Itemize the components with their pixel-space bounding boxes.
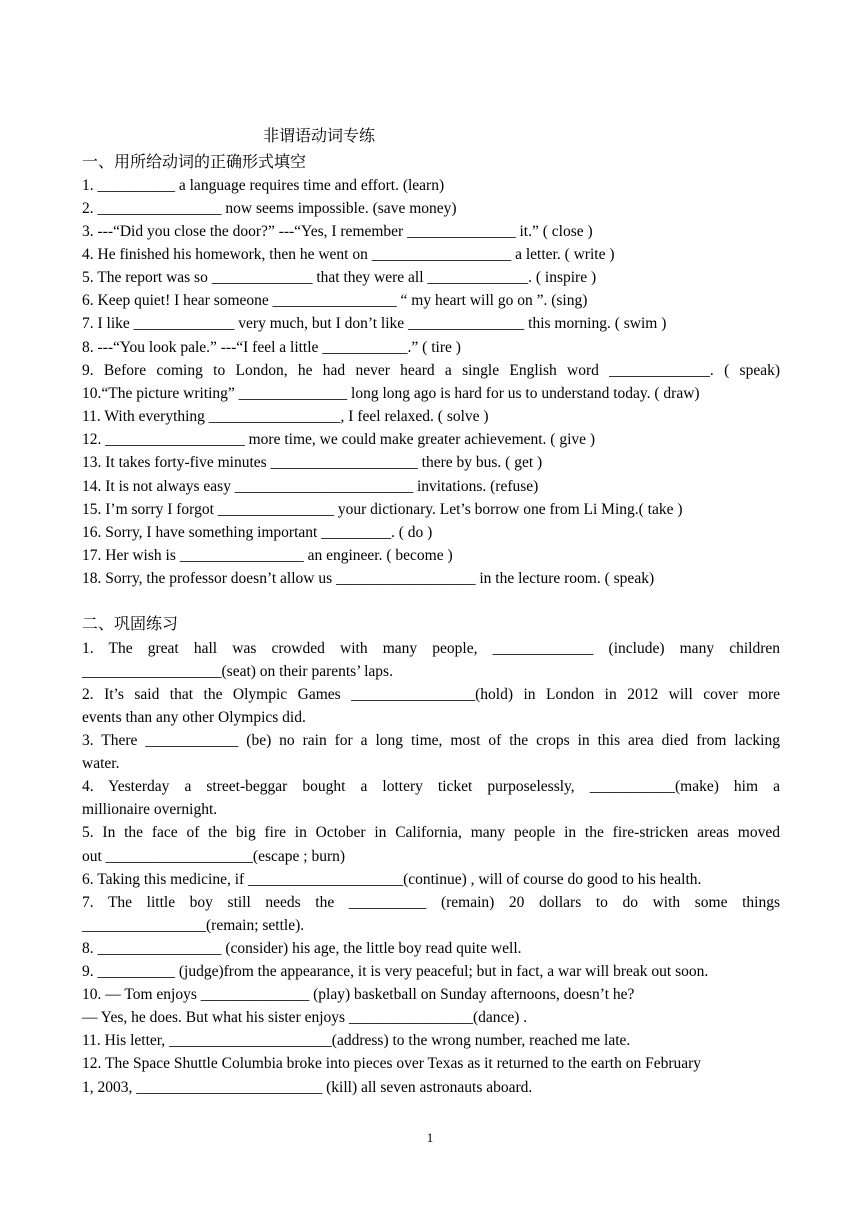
page-number: 1 bbox=[426, 1130, 434, 1145]
exercise-2-3a: 3. There ____________ (be) no rain for a long time, most of the crops in this area died from lacking bbox=[82, 732, 780, 749]
exercise-1-10: 10.“The picture writing” ______________ long long ago is hard for us to understand today. ( draw) bbox=[82, 385, 700, 402]
exercise-2-4b: millionaire overnight. bbox=[82, 801, 218, 818]
exercise-2-1b: __________________(seat) on their parents’ laps. bbox=[82, 663, 393, 680]
exercise-1-16: 16. Sorry, I have something important _________. ( do ) bbox=[82, 524, 433, 541]
exercise-1-13: 13. It takes forty-five minutes ___________________ there by bus. ( get ) bbox=[82, 454, 543, 471]
exercise-2-7a: 7. The little boy still needs the __________ (remain) 20 dollars to do with some things bbox=[82, 894, 780, 911]
exercise-2-2b: events than any other Olympics did. bbox=[82, 709, 306, 726]
exercise-2-2a: 2. It’s said that the Olympic Games ________________(hold) in London in 2012 will cover more bbox=[82, 686, 780, 703]
exercise-1-14: 14. It is not always easy _______________________ invitations. (refuse) bbox=[82, 478, 539, 495]
exercise-1-1: 1. __________ a language requires time and effort. (learn) bbox=[82, 177, 445, 194]
exercise-2-1a: 1. The great hall was crowded with many people, _____________ (include) many children bbox=[82, 640, 780, 657]
exercise-2-10b: — Yes, he does. But what his sister enjoys ________________(dance) . bbox=[82, 1009, 528, 1026]
exercise-1-8: 8. ---“You look pale.” ---“I feel a little ___________.” ( tire ) bbox=[82, 339, 461, 356]
exercise-1-7: 7. I like _____________ very much, but I don’t like _______________ this morning. ( swim ) bbox=[82, 315, 667, 332]
exercise-1-12: 12. __________________ more time, we could make greater achievement. ( give ) bbox=[82, 431, 596, 448]
exercise-2-9: 9. __________ (judge)from the appearance, it is very peaceful; but in fact, a war will break out soon. bbox=[82, 963, 709, 980]
exercise-1-5: 5. The report was so _____________ that they were all _____________. ( inspire ) bbox=[82, 269, 597, 286]
exercise-1-11: 11. With everything _________________, I feel relaxed. ( solve ) bbox=[82, 408, 489, 425]
exercise-1-15: 15. I’m sorry I forgot _______________ your dictionary. Let’s borrow one from Li Ming.( take ) bbox=[82, 501, 683, 518]
exercise-2-3b: water. bbox=[82, 755, 120, 772]
exercise-1-2: 2. ________________ now seems impossible. (save money) bbox=[82, 200, 457, 217]
exercise-2-5b: out ___________________(escape ; burn) bbox=[82, 848, 346, 865]
exercise-2-12b: 1, 2003, ________________________ (kill) all seven astronauts aboard. bbox=[82, 1079, 533, 1096]
exercise-1-18: 18. Sorry, the professor doesn’t allow us __________________ in the lecture room. ( speak) bbox=[82, 570, 655, 587]
exercise-1-17: 17. Her wish is ________________ an engineer. ( become ) bbox=[82, 547, 453, 564]
exercise-1-4: 4. He finished his homework, then he went on __________________ a letter. ( write ) bbox=[82, 246, 615, 263]
exercise-2-12a: 12. The Space Shuttle Columbia broke into pieces over Texas as it returned to the earth on February bbox=[82, 1055, 702, 1072]
exercise-1-3: 3. ---“Did you close the door?” ---“Yes, I remember ______________ it.” ( close ) bbox=[82, 223, 593, 240]
exercise-2-6: 6. Taking this medicine, if ____________________(continue) , will of course do good to his health. bbox=[82, 871, 702, 888]
exercise-2-5a: 5. In the face of the big fire in October in California, many people in the fire-stricken areas moved bbox=[82, 824, 780, 841]
exercise-2-7b: ________________(remain; settle). bbox=[82, 917, 305, 934]
section-1-heading: 一、用所给动词的正确形式填空 bbox=[82, 154, 307, 171]
exercise-1-9: 9. Before coming to London, he had never heard a single English word _____________. ( speak) bbox=[82, 362, 780, 379]
exercise-1-6: 6. Keep quiet! I hear someone ________________ “ my heart will go on ”. (sing) bbox=[82, 292, 588, 309]
exercise-2-11: 11. His letter, _____________________(address) to the wrong number, reached me late. bbox=[82, 1032, 631, 1049]
exercise-2-4a: 4. Yesterday a street-beggar bought a lottery ticket purposelessly, ___________(make) him a bbox=[82, 778, 780, 795]
exercise-2-10a: 10. — Tom enjoys ______________ (play) basketball on Sunday afternoons, doesn’t he? bbox=[82, 986, 635, 1003]
exercise-2-8: 8. ________________ (consider) his age, the little boy read quite well. bbox=[82, 940, 522, 957]
section-2-heading: 二、巩固练习 bbox=[82, 616, 179, 633]
page-title: 非谓语动词专练 bbox=[263, 128, 376, 145]
